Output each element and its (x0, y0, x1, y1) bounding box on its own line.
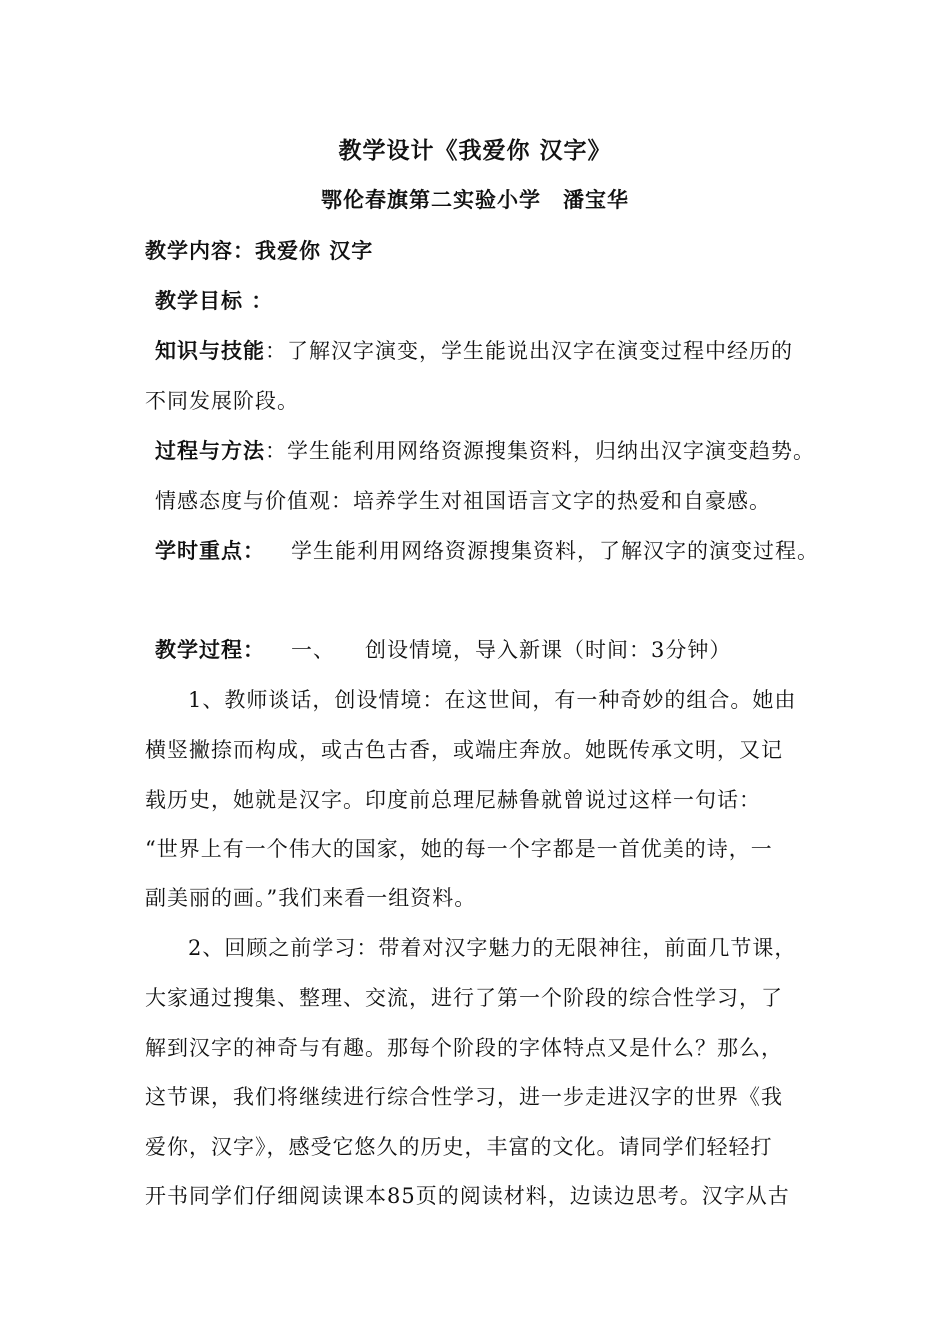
goals-heading (155, 286, 845, 316)
goals-label: 教学目标 ： (155, 288, 274, 313)
emotion-line: 情感态度与价值观：培养学生对祖国语言文字的热爱和自豪感。 (155, 489, 771, 513)
para1-line: 1、教师谈话，创设情境：在这世间，有一种奇妙的组合。她由 (188, 688, 797, 712)
knowledge-line-1 (155, 336, 845, 366)
teaching-process-step-no: 一、 (291, 638, 335, 662)
process-method-label: 过程与方法 (155, 438, 265, 463)
para2-line: 爱你，汉字》，感受它悠久的历史，丰富的文化。请同学们轻轻打 (145, 1135, 773, 1159)
para2-line: 开书同学们仔细阅读课本85页的阅读材料，边读边思考。汉字从古 (145, 1184, 790, 1208)
para2-line: 2、回顾之前学习：带着对汉字魅力的无限神往，前面几节课， (188, 936, 797, 960)
process-method-text: ：学生能利用网络资源搜集资料，归纳出汉字演变趋势。 (265, 439, 815, 463)
para1-line: 横竖撇捺而构成，或古色古香，或端庄奔放。她既传承文明，又记 (145, 738, 783, 762)
process-method-line (155, 436, 845, 466)
page-title: 教学设计《我爱你 汉字》 (338, 137, 612, 164)
teaching-process-line (155, 635, 845, 665)
para2-line: 这节课，我们将继续进行综合性学习，进一步走进汉字的世界《我 (145, 1085, 783, 1109)
key-point-text: 学生能利用网络资源搜集资料，了解汉字的演变过程。 (291, 539, 819, 563)
para2-line: 解到汉字的神奇与有趣。那每个阶段的字体特点又是什么？那么， (145, 1036, 783, 1060)
para1-line: “世界上有一个伟大的国家，她的每一个字都是一首优美的诗，一 (145, 837, 773, 861)
para1-line: 载历史，她就是汉字。印度前总理尼赫鲁就曾说过这样一句话： (145, 788, 761, 812)
key-point-label: 学时重点： (155, 538, 265, 563)
author-line: 鄂伦春旗第二实验小学 潘宝华 (321, 187, 629, 212)
content-value: 我爱你 汉字 (255, 238, 374, 263)
knowledge-line-2: 不同发展阶段。 (145, 389, 299, 413)
teaching-process-step-text: 创设情境，导入新课（时间：3分钟） (365, 638, 732, 662)
content-label: 教学内容： (145, 238, 255, 263)
knowledge-text: ：了解汉字演变，学生能说出汉字在演变过程中经历的 (265, 339, 793, 363)
para1-line: 副美丽的画。”我们来看一组资料。 (145, 886, 477, 910)
teaching-process-label: 教学过程： (155, 637, 265, 662)
knowledge-label: 知识与技能 (155, 338, 265, 363)
content-line (145, 236, 835, 266)
para2-line: 大家通过搜集、整理、交流，进行了第一个阶段的综合性学习，了 (145, 986, 783, 1010)
key-point-line (155, 536, 845, 566)
